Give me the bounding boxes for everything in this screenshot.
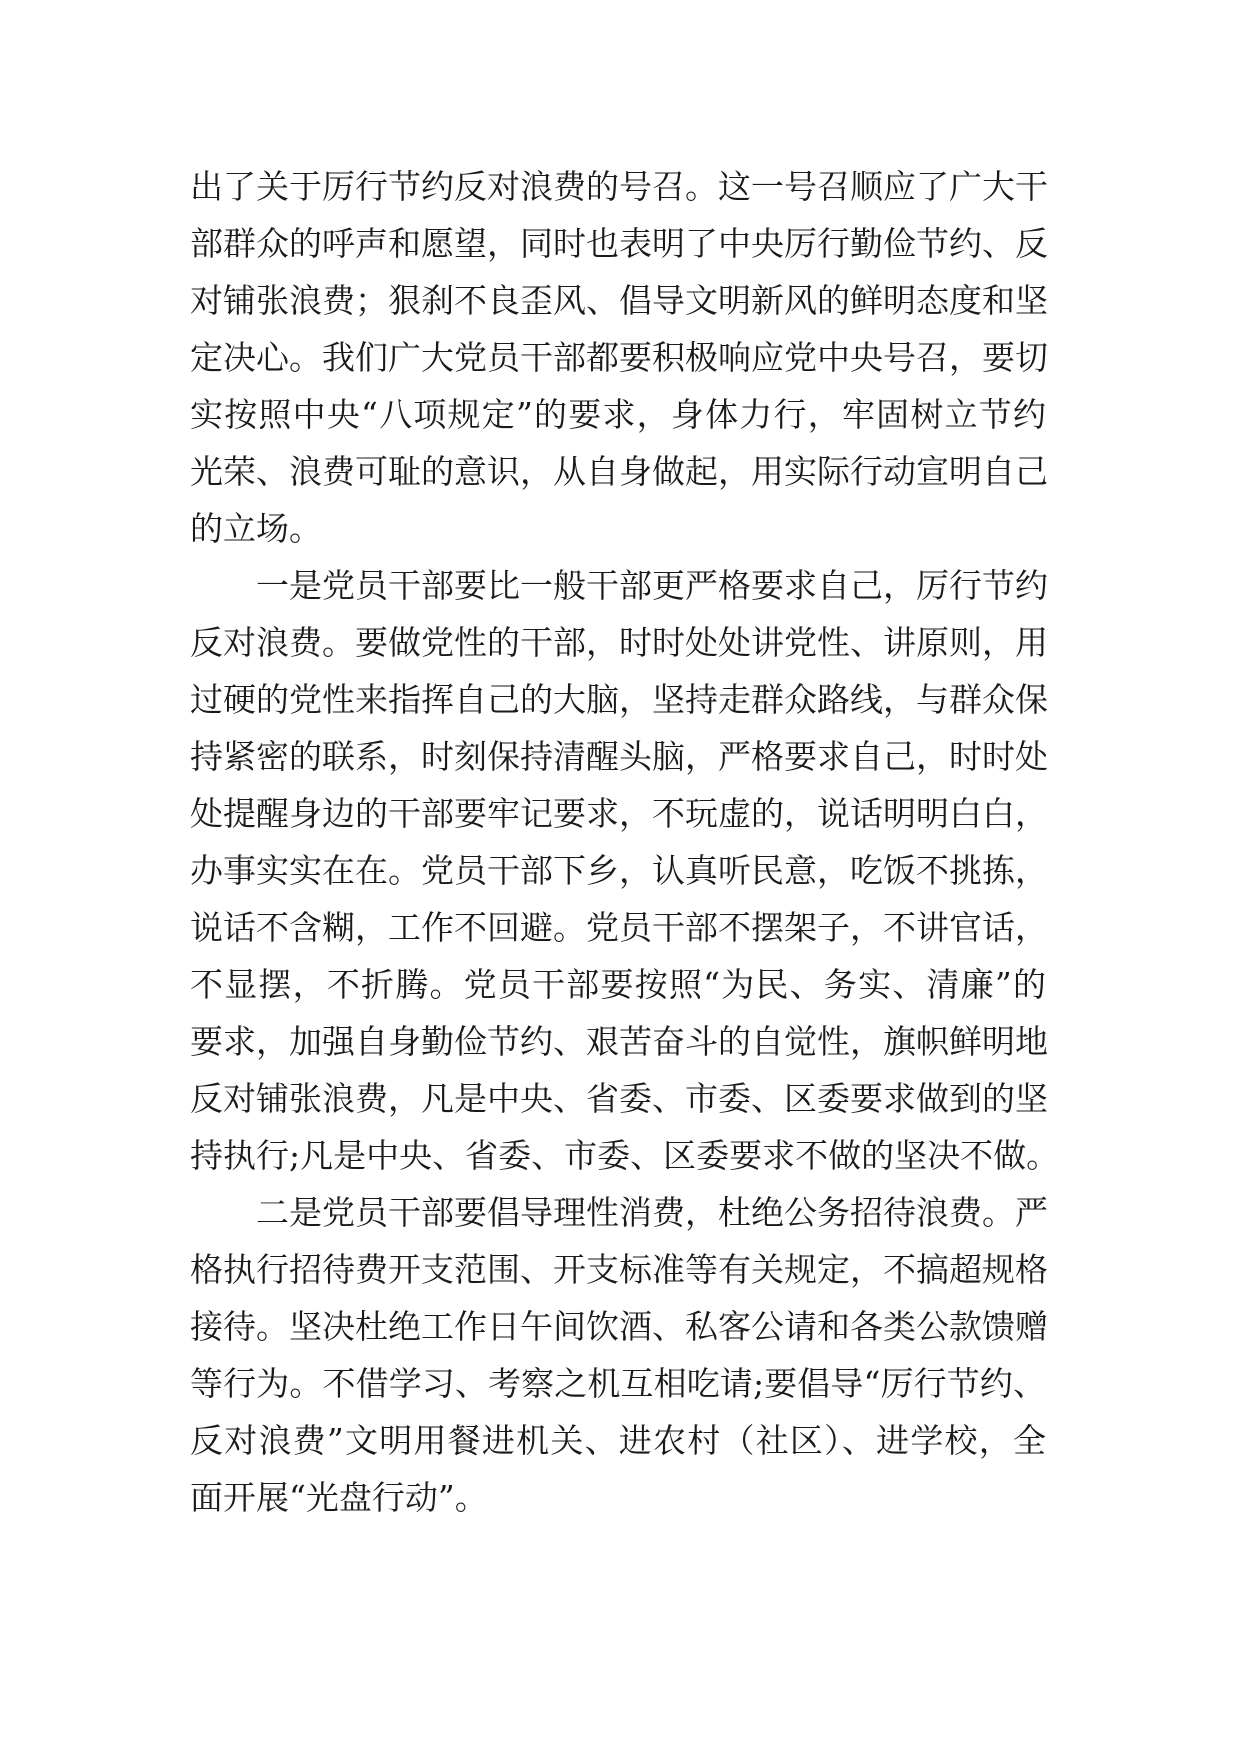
- text-line: 定决心。我们广大党员干部都要积极响应党中央号召，要切: [190, 338, 1048, 377]
- text-line: 面开展“光盘行动”。: [190, 1478, 488, 1517]
- text-line: 说话不含糊，工作不回避。党员干部不摆架子，不讲官话，: [190, 908, 1048, 947]
- text-line: 对铺张浪费；狠刹不良歪风、倡导文明新风的鲜明态度和坚: [190, 281, 1048, 320]
- text-line: 出了关于厉行节约反对浪费的号召。这一号召顺应了广大干: [190, 167, 1048, 206]
- text-line: 光荣、浪费可耻的意识，从自身做起，用实际行动宣明自己: [190, 452, 1048, 491]
- text-line: 部群众的呼声和愿望，同时也表明了中央厉行勤俭节约、反: [190, 224, 1048, 263]
- text-line: 处提醒身边的干部要牢记要求，不玩虚的，说话明明白白，: [190, 794, 1048, 833]
- paragraph-first-line: 一是党员干部要比一般干部更严格要求自己，厉行节约: [256, 566, 1048, 605]
- paragraph-first-line: 二是党员干部要倡导理性消费，杜绝公务招待浪费。严: [256, 1193, 1048, 1232]
- text-line: 接待。坚决杜绝工作日午间饮酒、私客公请和各类公款馈赠: [190, 1307, 1048, 1346]
- text-line: 过硬的党性来指挥自己的大脑，坚持走群众路线，与群众保: [190, 680, 1048, 719]
- text-line: 反对浪费。要做党性的干部，时时处处讲党性、讲原则，用: [190, 623, 1048, 662]
- text-line: 不显摆，不折腾。党员干部要按照“为民、务实、清廉”的: [190, 965, 1046, 1004]
- text-line: 持执行;凡是中央、省委、市委、区委要求不做的坚决不做。: [190, 1136, 1060, 1175]
- text-line: 持紧密的联系，时刻保持清醒头脑，严格要求自己，时时处: [190, 737, 1048, 776]
- text-line: 要求，加强自身勤俭节约、艰苦奋斗的自觉性，旗帜鲜明地: [190, 1022, 1048, 1061]
- text-line: 反对铺张浪费，凡是中央、省委、市委、区委要求做到的坚: [190, 1079, 1048, 1118]
- text-line: 办事实实在在。党员干部下乡，认真听民意，吃饭不挑拣，: [190, 851, 1048, 890]
- text-line: 实按照中央“八项规定”的要求，身体力行，牢固树立节约: [190, 395, 1046, 434]
- text-line: 的立场。: [190, 509, 322, 548]
- body-text: [190, 158, 1060, 1526]
- text-line: 格执行招待费开支范围、开支标准等有关规定，不搞超规格: [190, 1250, 1048, 1289]
- text-line: 等行为。不借学习、考察之机互相吃请;要倡导“厉行节约、: [190, 1364, 1046, 1403]
- text-line: 反对浪费”文明用餐进机关、进农村（社区）、进学校，全: [190, 1421, 1046, 1460]
